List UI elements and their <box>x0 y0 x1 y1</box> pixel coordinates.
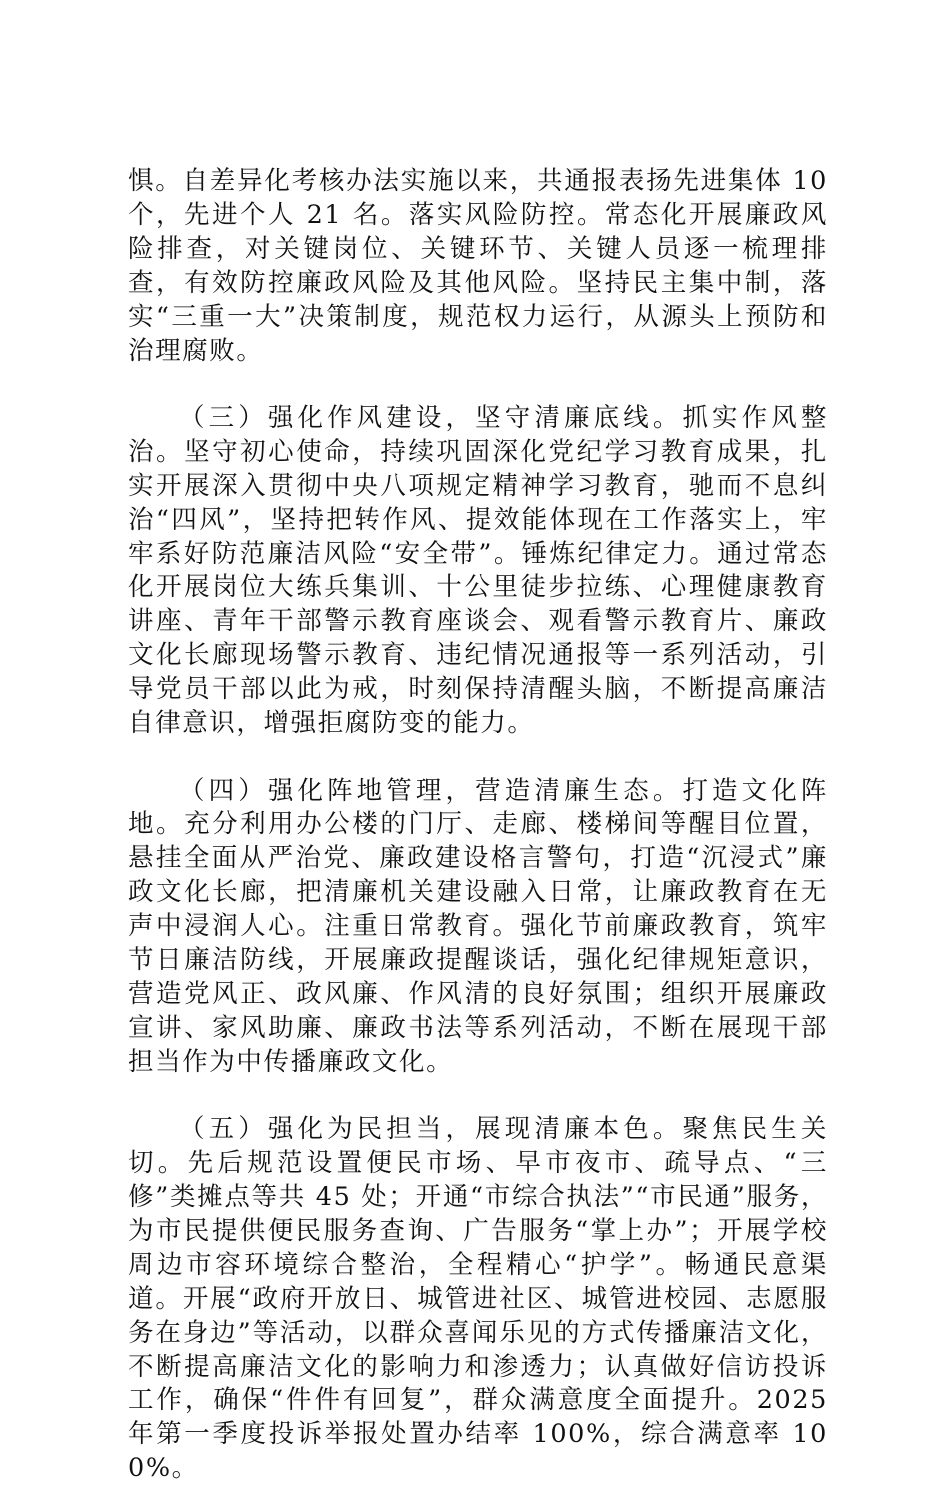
paragraph-continuation: 惧。自差异化考核办法实施以来，共通报表扬先进集体 10 个，先进个人 21 名。落实风险防控。常态化开展廉政风险排查，对关键岗位、关键环节、关键人员逐一梳理排查，有效防控廉政风险及其他风险。坚持民主集中制，落实“三重一大”决策制度，规范权力运行，从源头上预防和治理腐败。 <box>128 166 828 366</box>
paragraph-gap <box>128 368 828 402</box>
document-body <box>128 165 828 1486</box>
paragraph-section-four: （四）强化阵地管理，营造清廉生态。打造文化阵地。充分利用办公楼的门厅、走廊、楼梯间等醒目位置，悬挂全面从严治党、廉政建设格言警句，打造“沉浸式”廉政文化长廊，把清廉机关建设融入日常，让廉政教育在无声中浸润人心。注重日常教育。强化节前廉政教育，筑牢节日廉洁防线，开展廉政提醒谈话，强化纪律规矩意识，营造党风正、政风廉、作风清的良好氛围；组织开展廉政宣讲、家风助廉、廉政书法等系列活动，不断在展现干部担当作为中传播廉政文化。 <box>128 775 828 1077</box>
paragraph-gap <box>128 1080 828 1114</box>
paragraph-gap <box>128 741 828 775</box>
paragraph-section-three: （三）强化作风建设，坚守清廉底线。抓实作风整治。坚守初心使命，持续巩固深化党纪学习教育成果，扎实开展深入贯彻中央八项规定精神学习教育，驰而不息纠治“四风”，坚持把转作风、提效能体现在工作落实上，牢牢系好防范廉洁风险“安全带”。锤炼纪律定力。通过常态化开展岗位大练兵集训、十公里徒步拉练、心理健康教育讲座、青年干部警示教育座谈会、观看警示教育片、廉政文化长廊现场警示教育、违纪情况通报等一系列活动，引导党员干部以此为戒，时刻保持清醒头脑，不断提高廉洁自律意识，增强拒腐防变的能力。 <box>128 402 828 739</box>
paragraph-section-five: （五）强化为民担当，展现清廉本色。聚焦民生关切。先后规范设置便民市场、早市夜市、疏导点、“三修”类摊点等共 45 处；开通“市综合执法”“市民通”服务，为市民提供便民服务查询、广告服务“掌上办”；开展学校周边市容环境综合整治，全程精心“护学”。畅通民意渠道。开展“政府开放日、城管进社区、城管进校园、志愿服务在身边”等活动，以群众喜闻乐见的方式传播廉洁文化，不断提高廉洁文化的影响力和渗透力；认真做好信访投诉工作，确保“件件有回复”，群众满意度全面提升。2025 年第一季度投诉举报处置办结率 100%，综合满意率 100%。 <box>128 1114 828 1484</box>
